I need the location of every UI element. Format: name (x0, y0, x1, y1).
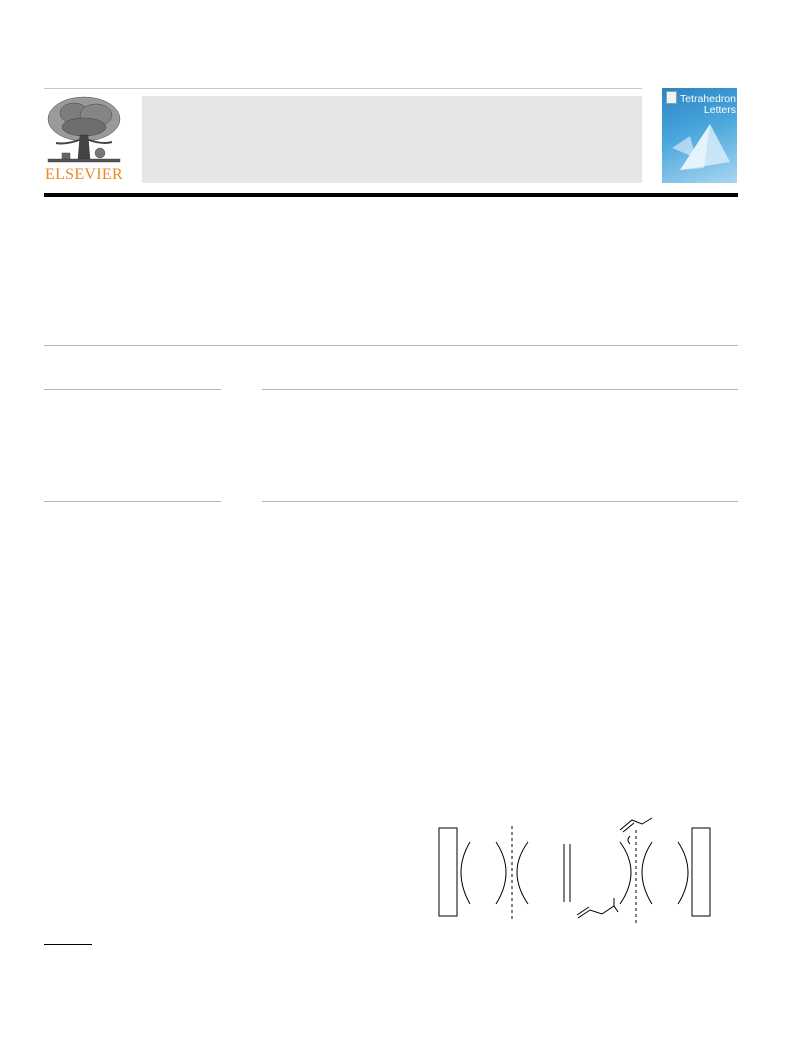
scheme-arc (461, 842, 470, 904)
publisher-name: ELSEVIER (45, 166, 123, 183)
scheme-arc (620, 842, 631, 904)
cover-title (666, 94, 736, 116)
scheme-left-box (439, 828, 457, 916)
header-top-rule (44, 88, 642, 89)
scheme-chain (623, 823, 634, 832)
article-info-bottom-rule (44, 501, 221, 502)
scheme-chain (577, 907, 589, 915)
abstract-top-rule (262, 389, 738, 390)
article-info-top-rule (44, 389, 221, 390)
pyramid-icon (670, 118, 734, 173)
scheme-arc (496, 842, 506, 904)
cover-title-line2: Letters (703, 104, 736, 116)
cover-title-line1: Tetrahedron (679, 93, 736, 105)
scheme-chain (628, 836, 630, 844)
scheme-chain (578, 906, 618, 918)
elsevier-tree-icon (44, 95, 124, 167)
scheme-arc (642, 842, 652, 904)
header-thick-rule (44, 193, 738, 197)
scheme-right-box (692, 828, 710, 916)
scheme-chain (620, 818, 652, 830)
scheme-arc (517, 842, 528, 904)
section-divider (44, 345, 738, 346)
footnote-rule (44, 944, 92, 945)
journal-masthead-box (142, 96, 642, 183)
journal-cover (662, 88, 737, 183)
scheme-arc (678, 842, 688, 904)
abstract-bottom-rule (262, 501, 738, 502)
reaction-scheme-figure (420, 810, 730, 930)
